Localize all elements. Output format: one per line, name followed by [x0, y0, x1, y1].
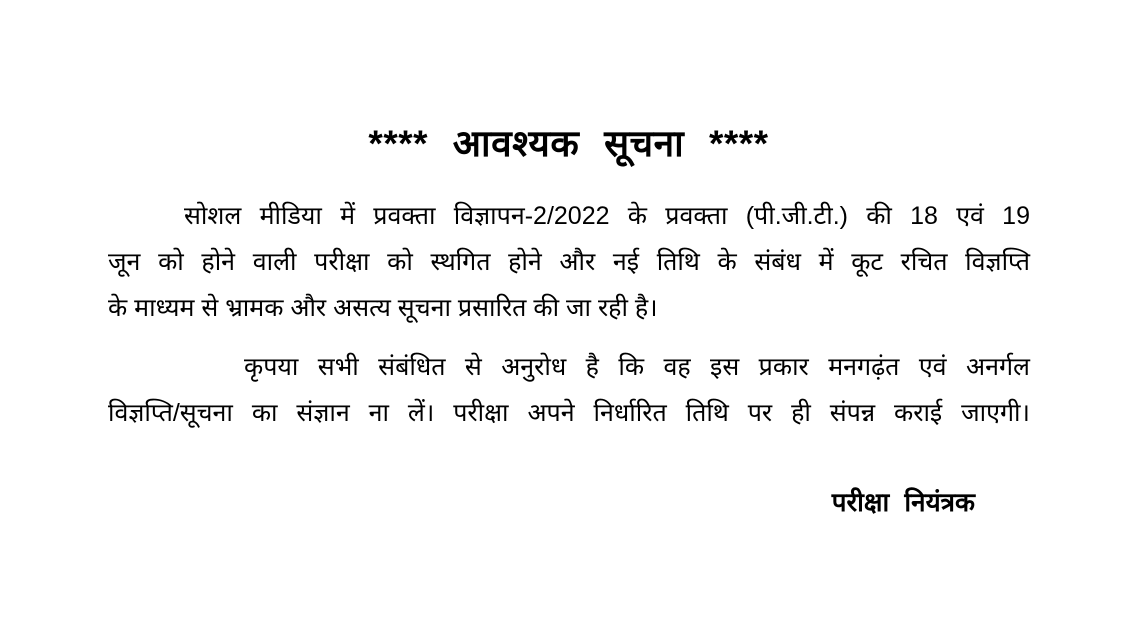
paragraph-2 — [108, 344, 1030, 436]
paragraph-1-line-1: सोशल मीडिया में प्रवक्ता विज्ञापन-2/2022 के प्रवक्ता (पी.जी.टी.) की 18 एवं 19 — [184, 202, 1030, 230]
paragraph-2-line-1: कृपया सभी संबंधित से अनुरोध है कि वह इस प्रकार मनगढ़ंत एवं अनर्गल — [244, 353, 1030, 381]
paragraph-1 — [108, 193, 1030, 331]
notice-title: **** आवश्यक सूचना **** — [368, 123, 769, 164]
paragraph-1-line-2: जून को होने वाली परीक्षा को स्थगित होने और नई तिथि के संबंध में कूट रचित विज्ञप्ति — [108, 248, 1030, 276]
paragraph-1-line-3: के माध्यम से भ्रामक और असत्य सूचना प्रसारित की जा रही है। — [108, 294, 658, 322]
notice-body — [108, 193, 1030, 436]
paragraph-2-line-2: विज्ञप्ति/सूचना का संज्ञान ना लें। परीक्षा अपने निर्धारित तिथि पर ही संपन्न कराई जाएगी। — [108, 399, 1030, 427]
signature: परीक्षा नियंत्रक — [831, 487, 975, 517]
